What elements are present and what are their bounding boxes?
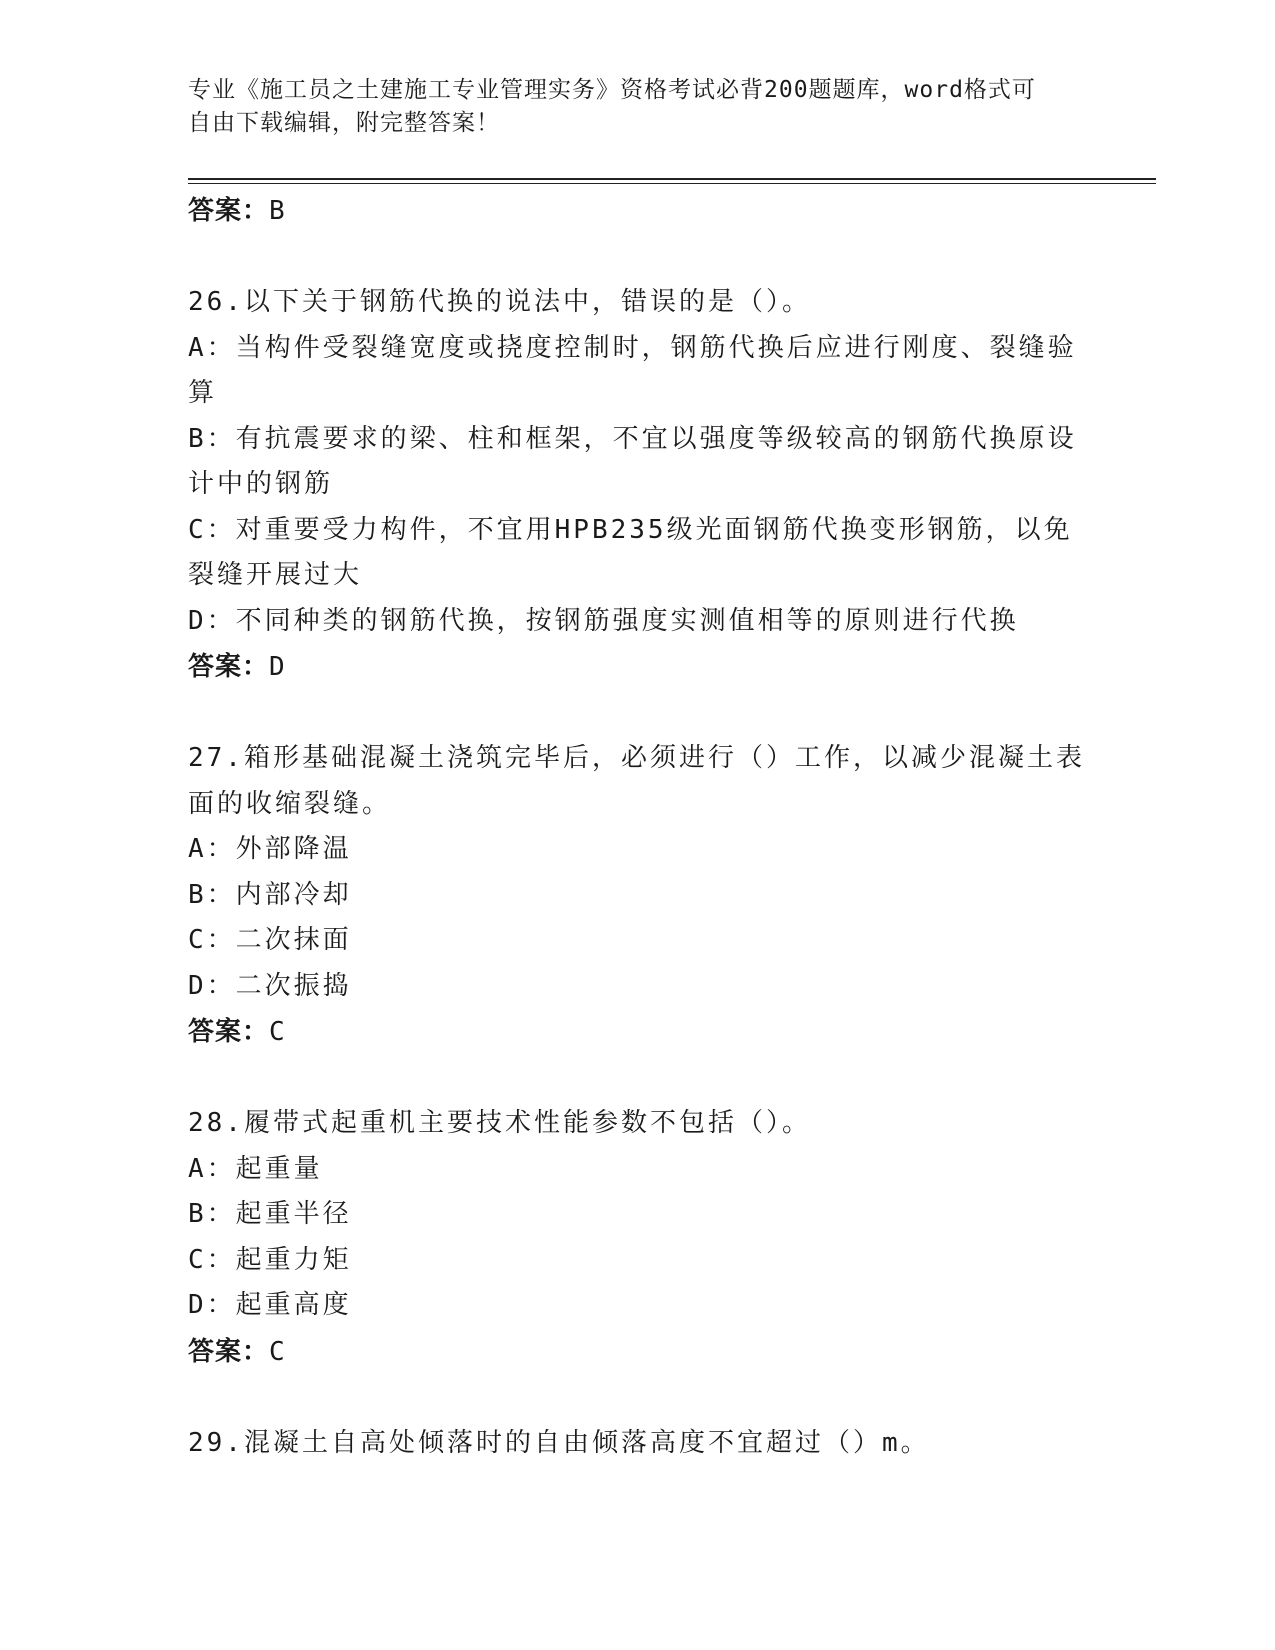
question-block — [188, 1421, 1088, 1467]
option-a: A：外部降温 — [188, 834, 352, 864]
question-text: 27.箱形基础混凝土浇筑完毕后，必须进行（）工作，以减少混凝土表 — [188, 743, 1085, 773]
answer-label: 答案： — [188, 1336, 270, 1367]
question-text: 28.履带式起重机主要技术性能参数不包括（）。 — [188, 1108, 811, 1138]
option-b: B：有抗震要求的梁、柱和框架，不宜以强度等级较高的钢筋代换原设 — [188, 423, 1077, 454]
answer-value: B — [269, 196, 286, 226]
header-divider-thin — [188, 183, 1156, 184]
answer-value: C — [269, 1017, 286, 1047]
option-a-continued: 算 — [188, 378, 218, 408]
question-list — [188, 188, 1088, 1466]
option-c-continued: 裂缝开展过大 — [188, 560, 363, 590]
option-b: B：起重半径 — [188, 1199, 352, 1229]
answer-line — [188, 1329, 1088, 1375]
answer-label: 答案： — [188, 1017, 270, 1047]
option-a: A：当构件受裂缝宽度或挠度控制时，钢筋代换后应进行刚度、裂缝验 — [188, 332, 1077, 363]
question-block — [188, 280, 1088, 690]
option-b: B：内部冷却 — [188, 879, 352, 910]
option-d: D：不同种类的钢筋代换，按钢筋强度实测值相等的原则进行代换 — [188, 605, 1019, 636]
option-c: C：起重力矩 — [188, 1244, 352, 1275]
option-a: A：起重量 — [188, 1153, 323, 1184]
option-c: C：二次抹面 — [188, 925, 352, 955]
option-d: D：起重高度 — [188, 1290, 352, 1320]
option-d: D：二次振捣 — [188, 970, 352, 1001]
option-b-continued: 计中的钢筋 — [188, 469, 334, 499]
document-header — [188, 74, 1088, 140]
answer-label: 答案： — [188, 652, 270, 682]
question-text: 26.以下关于钢筋代换的说法中，错误的是（）。 — [188, 287, 811, 317]
option-c: C：对重要受力构件，不宜用HPB235级光面钢筋代换变形钢筋，以免 — [188, 514, 1073, 545]
answer-value: D — [269, 652, 286, 682]
header-line-1: 专业《施工员之土建施工专业管理实务》资格考试必背200题题库，word格式可 — [188, 77, 1036, 103]
answer-line — [188, 644, 1088, 690]
answer-line — [188, 1009, 1088, 1055]
question-block — [188, 1101, 1088, 1375]
header-divider-thick — [188, 178, 1156, 180]
question-block — [188, 736, 1088, 1055]
previous-answer — [188, 188, 1088, 234]
question-text-continued: 面的收缩裂缝。 — [188, 788, 392, 819]
answer-value: C — [269, 1336, 286, 1367]
header-line-2: 自由下载编辑，附完整答案！ — [188, 110, 500, 136]
answer-label: 答案： — [188, 196, 270, 226]
question-text: 29.混凝土自高处倾落时的自由倾落高度不宜超过（）m。 — [188, 1427, 930, 1458]
